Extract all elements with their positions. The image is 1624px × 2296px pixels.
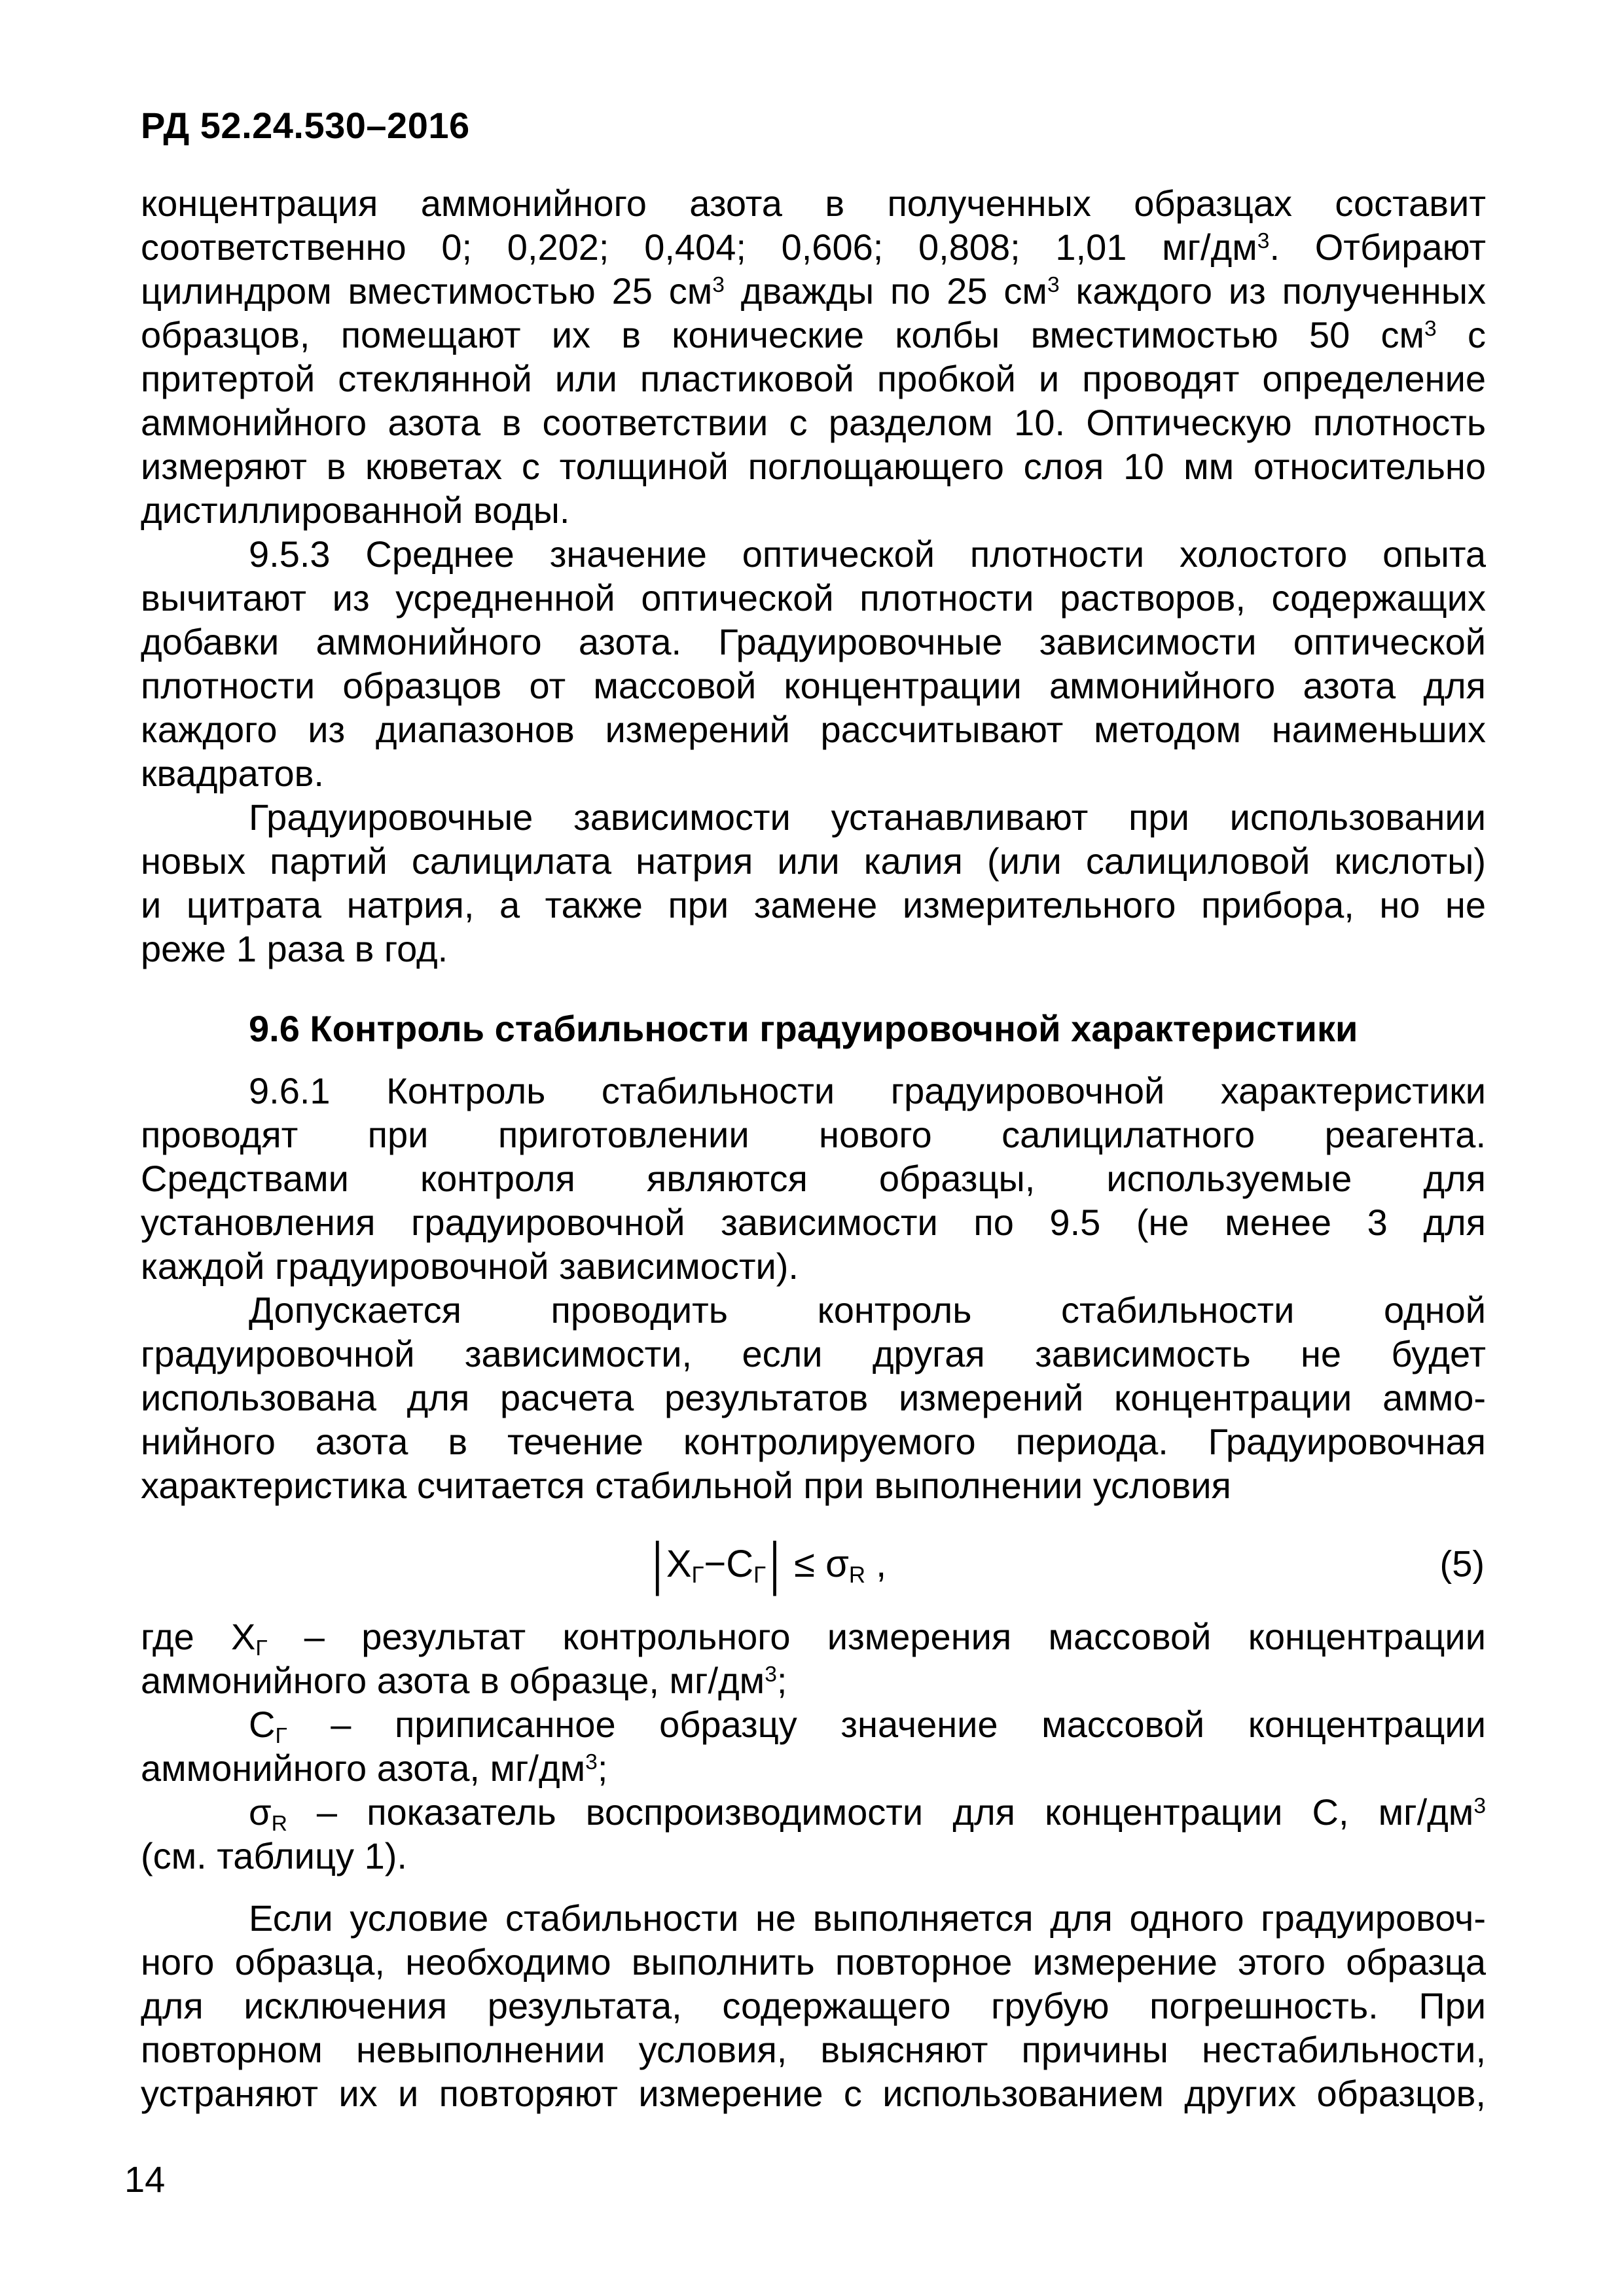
formula-5 bbox=[141, 1530, 1486, 1598]
superscript-text: 3 bbox=[585, 1749, 598, 1774]
text-line: Допускается проводить контроль стабильности одной bbox=[249, 1289, 1486, 1331]
text-line: новых партий салицилата натрия или калия (или салициловой кислоты) bbox=[141, 840, 1486, 882]
text-line: 9.5.3 Среднее значение оптической плотности холостого опыта bbox=[249, 533, 1486, 575]
formula-c: С bbox=[726, 1542, 754, 1585]
text-line: Если условие стабильности не выполняется для одного градуировоч- bbox=[249, 1897, 1486, 1939]
text-line: 9.6.1 Контроль стабильности градуировочной характеристики bbox=[249, 1070, 1486, 1111]
text-line: (см. таблицу 1). bbox=[141, 1835, 407, 1876]
text-line: соответственно 0; 0,202; 0,404; 0,606; 0,808; 1,01 $мг/дм^3$. Отбирают bbox=[141, 226, 1487, 268]
paragraph-9-5-3 bbox=[141, 532, 1486, 795]
formula-comma: , bbox=[865, 1542, 887, 1585]
abs-bar-left: | bbox=[652, 1530, 662, 1597]
superscript-text: 3 bbox=[1257, 228, 1270, 253]
text-line: установления градуировочной зависимости по 9.5 (не менее 3 для bbox=[141, 1202, 1486, 1243]
page-number: 14 bbox=[124, 2159, 166, 2200]
text-line: градуировочной зависимости, если другая зависимость не будет bbox=[141, 1333, 1486, 1374]
text-line: и цитрата натрия, а также при замене измерительного прибора, но не bbox=[141, 884, 1486, 925]
text-line: измеряют в кюветах с толщиной поглощающего слоя 10 мм относительно bbox=[141, 446, 1486, 487]
text-line: Средствами контроля являются образцы, используемые для bbox=[141, 1158, 1486, 1199]
formula-expression bbox=[649, 1530, 887, 1597]
paragraph-single-dependence-control bbox=[141, 1288, 1486, 1507]
text-line: где $Х_Г$ – результат контрольного измерения массовой концентрации bbox=[141, 1616, 1486, 1661]
text-line: реже 1 раза в год. bbox=[141, 928, 448, 969]
superscript-text: 3 bbox=[712, 272, 725, 297]
paragraph-continuation-samples bbox=[141, 181, 1486, 532]
section-heading-9-6 bbox=[141, 1007, 1486, 1050]
text-line: квадратов. bbox=[141, 753, 324, 794]
text-line: плотности образцов от массовой концентрации аммонийного азота для bbox=[141, 665, 1486, 706]
document-code: РД 52.24.530–2016 bbox=[141, 105, 470, 146]
superscript-text: 3 bbox=[1424, 316, 1437, 341]
formula-relation: ≤ bbox=[784, 1542, 826, 1585]
text-line: притертой стеклянной или пластиковой пробкой и проводят определение bbox=[141, 358, 1486, 399]
text-line: аммонийного азота, $мг/дм^3$; bbox=[141, 1748, 608, 1789]
formula-minus: − bbox=[704, 1542, 727, 1585]
text-line: использована для расчета результатов измерений концентрации аммо- bbox=[141, 1377, 1486, 1418]
superscript-text: 3 bbox=[765, 1662, 777, 1687]
formula-x-subscript: Г bbox=[691, 1562, 704, 1588]
paragraph-calibration-new-batches bbox=[141, 795, 1486, 971]
text-line: каждой градуировочной зависимости). bbox=[141, 1246, 799, 1287]
formula-sigma-subscript: R bbox=[848, 1562, 866, 1588]
formula-c-subscript: Г bbox=[753, 1562, 766, 1588]
paragraph-9-6-1 bbox=[141, 1069, 1486, 1288]
paragraph-stability-condition-failure bbox=[141, 1896, 1486, 2115]
text-line: вычитают из усредненной оптической плотности растворов, содержащих bbox=[141, 577, 1486, 619]
superscript-text: 3 bbox=[1047, 272, 1060, 297]
subscript-text: R bbox=[271, 1812, 287, 1837]
text-line: каждого из диапазонов измерений рассчитывают методом наименьших bbox=[141, 709, 1486, 750]
text-line: Градуировочные зависимости устанавливают при использовании bbox=[249, 797, 1486, 838]
text-line: проводят при приготовлении нового салицилатного реагента. bbox=[141, 1114, 1486, 1155]
text-line: 9.6 Контроль стабильности градуировочной характеристики bbox=[249, 1008, 1358, 1049]
formula-sigma: σ bbox=[825, 1542, 849, 1585]
page-content bbox=[141, 103, 1486, 2115]
text-line: повторном невыполнении условия, выясняют причины нестабильности, bbox=[141, 2029, 1486, 2070]
paragraph-cg-definition bbox=[141, 1702, 1486, 1790]
text-line: образцов, помещают их в конические колбы вместимостью 50 $см^3$ с bbox=[141, 314, 1486, 355]
superscript-text: 3 bbox=[1473, 1793, 1486, 1818]
text-line: $\sigma_R$ – показатель воспроизводимости для концентрации С, $мг/дм^3$ bbox=[249, 1791, 1486, 1837]
formula-x: Х bbox=[666, 1542, 692, 1585]
text-line: добавки аммонийного азота. Градуировочные зависимости оптической bbox=[141, 621, 1486, 662]
text-line: ного образца, необходимо выполнить повторное измерение этого образца bbox=[141, 1941, 1486, 1982]
text-line: концентрация аммонийного азота в полученных образцах составит bbox=[141, 183, 1486, 224]
formula-number: (5) bbox=[1439, 1543, 1485, 1585]
text-line: нийного азота в течение контролируемого периода. Градуировочная bbox=[141, 1421, 1486, 1462]
text-line: аммонийного азота в образце, $мг/дм^3$; bbox=[141, 1660, 787, 1701]
abs-bar-right: | bbox=[769, 1530, 780, 1597]
text-line: дистиллированной воды. bbox=[141, 490, 570, 531]
text-line: аммонийного азота в соответствии с разделом 10. Оптическую плотность bbox=[141, 402, 1486, 443]
text-line: характеристика считается стабильной при выполнении условия bbox=[141, 1465, 1231, 1506]
text-line: для исключения результата, содержащего грубую погрешность. При bbox=[141, 1985, 1486, 2026]
text-line: цилиндром вместимостью 25 $см^3$ дважды по 25 $см^3$ каждого из полученных bbox=[141, 270, 1486, 312]
text-line: устраняют их и повторяют измерение с использованием других образцов, bbox=[141, 2073, 1486, 2114]
subscript-text: Г bbox=[255, 1636, 268, 1661]
paragraph-where-xg bbox=[141, 1615, 1486, 1702]
subscript-text: Г bbox=[275, 1724, 287, 1749]
paragraph-sigma-r-definition bbox=[141, 1790, 1486, 1878]
text-line: $С_Г$ – приписанное образцу значение массовой концентрации bbox=[249, 1704, 1486, 1749]
